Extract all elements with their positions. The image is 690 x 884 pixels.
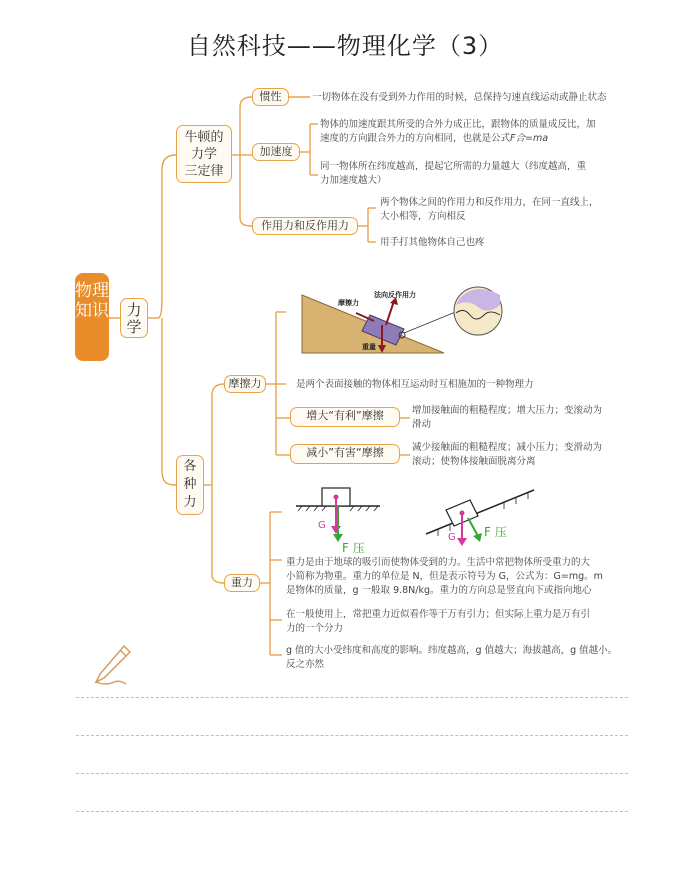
action-desc-1b: 大小相等，方向相反 xyxy=(380,211,466,222)
gravity-desc-1c: 是物体的质量，g 一般取 9.8N/kg。重力的方向总是竖直向下或指向地心 xyxy=(286,585,592,596)
gravity-desc-3 xyxy=(286,644,636,672)
gravity-label-g1: G xyxy=(318,520,326,531)
acceleration-desc-2 xyxy=(320,160,640,188)
action-reaction-node: 作用力和反作用力 xyxy=(252,217,358,235)
gravity-desc-3b: 反之亦然 xyxy=(286,659,325,670)
increase-friction-desc xyxy=(412,404,642,432)
inertia-node: 惯性 xyxy=(252,88,289,106)
action-desc-1a: 两个物体之间的作用力和反作用力，在同一直线上， xyxy=(380,197,599,208)
acceleration-desc-1a: 物体的加速度跟其所受的合外力成正比，跟物体的质量成反比，加 xyxy=(320,119,596,130)
gravity-desc-1b: 小简称为物重。重力的单位是 N，但是表示符号为 G，公式为：G=mg。m xyxy=(286,571,603,582)
newton-label-2: 力学 xyxy=(190,147,217,162)
decrease-friction-desc xyxy=(412,441,642,469)
decrease-friction-desc-1: 减少接触面的粗糙程度；减小压力；变滑动为 xyxy=(412,442,603,453)
root-label-line2: 知识 xyxy=(75,301,109,321)
mechanics-node: 力学 xyxy=(120,298,148,338)
gravity-desc-3a: g 值的大小受纬度和高度的影响。纬度越高，g 值越大；海拔越高，g 值越小。 xyxy=(286,645,618,656)
acceleration-desc-2b: 力加速度越大） xyxy=(320,175,387,186)
gravity-desc-1a: 重力是由于地球的吸引而使物体受到的力。生活中常把物体所受重力的大 xyxy=(286,557,591,568)
acceleration-formula: F合=ma xyxy=(510,133,549,144)
increase-friction-desc-2: 滑动 xyxy=(412,419,432,430)
incline-weight-label: 重量 xyxy=(362,343,376,351)
incline-normal-label: 法向反作用力 xyxy=(374,291,416,299)
gravity-desc-2b: 力的一个分力 xyxy=(286,623,344,634)
note-line-2 xyxy=(76,735,628,736)
friction-node: 摩擦力 xyxy=(224,375,266,393)
newton-label-3: 三定律 xyxy=(184,164,224,179)
forces-label-2: 种 xyxy=(183,477,197,492)
various-forces-node xyxy=(176,455,204,515)
note-line-1 xyxy=(76,697,628,698)
incline-friction-figure xyxy=(282,285,522,363)
acceleration-desc-1 xyxy=(320,118,640,146)
note-line-4 xyxy=(76,811,628,812)
friction-desc: 是两个表面接触的物体相互运动时互相施加的一种物理力 xyxy=(296,379,534,390)
forces-label-1: 各 xyxy=(183,459,197,474)
acceleration-desc-2a: 同一物体所在纬度越高，提起它所需的力量越大（纬度越高，重 xyxy=(320,161,587,172)
page-title: 自然科技——物理化学（3） xyxy=(186,32,504,60)
newton-laws-node xyxy=(176,125,232,183)
inertia-desc: 一切物体在没有受到外力作用的时候，总保持匀速直线运动或静止状态 xyxy=(312,92,607,103)
decrease-friction-node: 减小”有害“摩擦 xyxy=(290,444,400,464)
gravity-desc-2 xyxy=(286,608,636,636)
newton-label-1: 牛顿的 xyxy=(184,130,224,145)
pen-icon xyxy=(86,640,136,690)
incline-friction-label: 摩擦力 xyxy=(338,299,359,307)
gravity-figure xyxy=(288,484,548,556)
decrease-friction-desc-2: 滚动；使物体接触面脱离分离 xyxy=(412,456,536,467)
gravity-node: 重力 xyxy=(224,574,260,592)
gravity-desc-2a: 在一般使用上，常把重力近似看作等于万有引力；但实际上重力是万有引 xyxy=(286,609,591,620)
acceleration-desc-1b: 速度的方向跟合外力的方向相同，也就是公式 xyxy=(320,133,511,144)
increase-friction-desc-1: 增加接触面的粗糙程度；增大压力；变滚动为 xyxy=(412,405,603,416)
increase-friction-node: 增大“有利”摩擦 xyxy=(290,407,400,427)
action-desc-2: 用手打其他物体自己也疼 xyxy=(380,237,485,248)
gravity-label-f2: F 压 xyxy=(484,525,507,539)
forces-label-3: 力 xyxy=(183,495,197,510)
gravity-label-g2: G xyxy=(448,532,456,543)
gravity-desc-1 xyxy=(286,556,636,598)
root-node xyxy=(75,273,109,361)
gravity-label-f1: F 压 xyxy=(342,541,365,555)
action-desc-1 xyxy=(380,196,640,224)
root-label-line1: 物理 xyxy=(75,281,109,301)
note-line-3 xyxy=(76,773,628,774)
acceleration-node: 加速度 xyxy=(252,143,300,161)
